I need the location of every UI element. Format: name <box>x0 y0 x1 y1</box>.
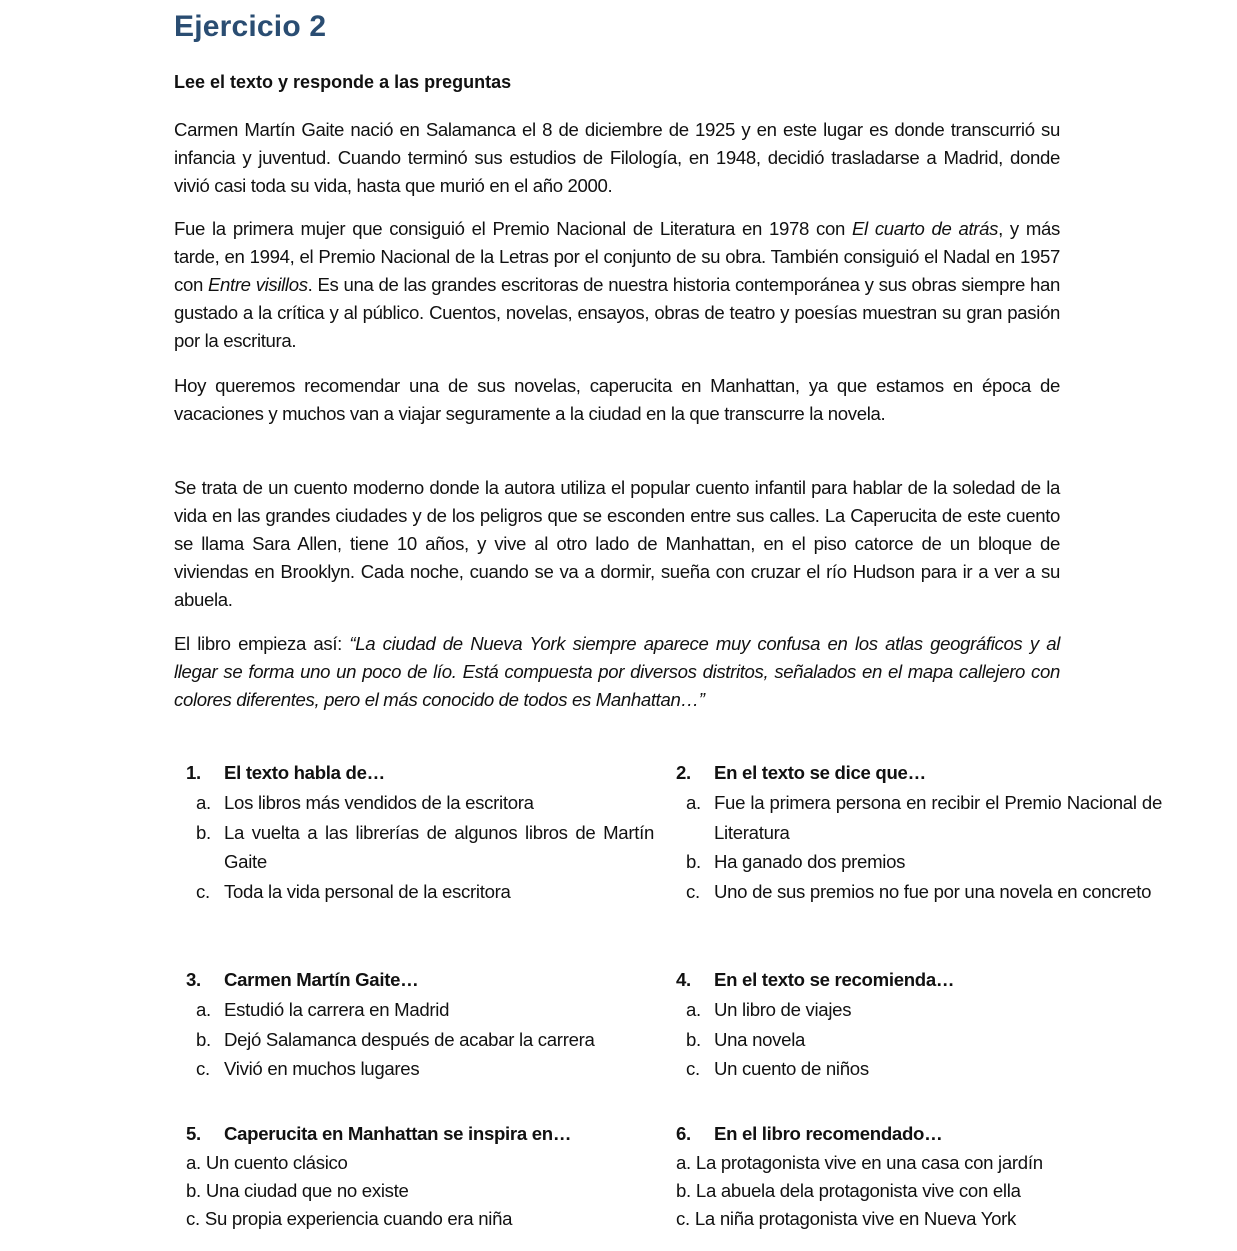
option-letter: b. <box>196 821 211 843</box>
option-text: Fue la primera persona en recibir el Premio Nacional de Literatura <box>714 792 1162 843</box>
answer-option-c[interactable] <box>186 1054 654 1084</box>
option-letter: b. <box>196 1028 211 1050</box>
option-letter: c. <box>186 1208 200 1229</box>
answer-option-a[interactable] <box>186 1149 654 1177</box>
option-letter: c. <box>686 880 700 902</box>
answer-option-a[interactable] <box>676 1149 1162 1177</box>
answer-option-a[interactable] <box>186 995 654 1025</box>
question-4 <box>676 965 1162 1084</box>
option-text: Una novela <box>714 1028 806 1050</box>
option-letter: b. <box>686 851 701 872</box>
answer-option-b[interactable] <box>186 1025 654 1055</box>
option-text: La vuelta a las librerías de algunos libros de Martín Gaite <box>224 821 654 872</box>
answer-option-b[interactable] <box>676 1025 1162 1055</box>
option-text: Uno de sus premios no fue por una novela en concreto <box>714 880 1152 902</box>
question-text: Carmen Martín Gaite… <box>224 969 419 990</box>
option-letter: a. <box>686 999 701 1020</box>
question-prompt <box>676 965 1162 995</box>
option-text: Dejó Salamanca después de acabar la carrera <box>224 1028 595 1050</box>
exercise-title: Ejercicio 2 <box>174 10 327 43</box>
answer-option-a[interactable] <box>186 788 654 818</box>
option-letter: a. <box>196 792 211 813</box>
option-letter: b. <box>686 1028 701 1050</box>
question-1 <box>186 758 654 906</box>
question-6 <box>676 1119 1162 1233</box>
question-number: 6. <box>676 1123 691 1144</box>
book-title-el-cuarto-de-atras: El cuarto de atrás <box>851 218 999 239</box>
answer-option-b[interactable] <box>186 1177 654 1205</box>
option-text: Su propia experiencia cuando era niña <box>204 1208 513 1229</box>
option-text: Una ciudad que no existe <box>205 1180 409 1201</box>
question-number: 5. <box>186 1123 201 1144</box>
option-letter: a. <box>676 1152 691 1173</box>
question-prompt <box>186 758 654 788</box>
book-quote: “La ciudad de Nueva York siempre aparece muy confusa en los atlas geográficos y al llegar se forma uno un poco de lío. Está compuesta por diversos distritos, señalados en el mapa callejero con colores diferentes, pero el más conocido de todos es Manhattan…” <box>174 633 1060 710</box>
paragraph-text: Fue la primera mujer que consiguió el Premio Nacional de Literatura en 1978 con <box>174 218 852 239</box>
option-letter: c. <box>196 1058 210 1079</box>
question-prompt <box>186 1119 654 1149</box>
answer-option-c[interactable] <box>186 1205 654 1233</box>
question-number: 2. <box>676 762 691 783</box>
option-text: Un libro de viajes <box>714 999 852 1020</box>
answer-option-a[interactable] <box>676 788 1162 847</box>
option-text: La abuela dela protagonista vive con ella <box>695 1180 1021 1201</box>
passage-paragraph-1: Carmen Martín Gaite nació en Salamanca el 8 de diciembre de 1925 y en este lugar es donde transcurrió su infancia y juventud. Cuando terminó sus estudios de Filología, en 1948, decidió trasladarse a Madrid, donde vivió casi toda su vida, hasta que murió en el año 2000. <box>174 119 1060 196</box>
question-5 <box>186 1119 654 1233</box>
option-text: La protagonista vive en una casa con jardín <box>695 1152 1043 1173</box>
answer-option-c[interactable] <box>676 1205 1162 1233</box>
question-text: En el libro recomendado… <box>714 1123 943 1144</box>
paragraph-text: , y más tarde, en 1994, el Premio Nacional de la Letras por el conjunto de su obra. También consiguió el Nadal en 1957 con <box>174 218 1060 295</box>
option-text: Un cuento clásico <box>205 1152 348 1173</box>
question-text: En el texto se recomienda… <box>714 969 955 990</box>
question-prompt <box>676 1119 1162 1149</box>
answer-option-b[interactable] <box>676 1177 1162 1205</box>
answer-option-c[interactable] <box>186 877 654 907</box>
question-number: 4. <box>676 969 691 990</box>
answer-option-b[interactable] <box>676 847 1162 877</box>
option-letter: a. <box>186 1152 201 1173</box>
paragraph-text: . Es una de las grandes escritoras de nuestra historia contemporánea y sus obras siempre han gustado a la crítica y al público. Cuentos, novelas, ensayos, obras de teatro y poesías muestran su gran pasión por la escritura. <box>174 274 1061 351</box>
option-letter: c. <box>676 1208 690 1229</box>
option-letter: c. <box>686 1058 700 1079</box>
passage-paragraph-5 <box>174 630 1060 714</box>
passage-paragraph-4: Se trata de un cuento moderno donde la autora utiliza el popular cuento infantil para hablar de la soledad de la vida en las grandes ciudades y de los peligros que se esconden entre sus calles. La Caperucita de este cuento se llama Sara Allen, tiene 10 años, y vive al otro lado de Manhattan, en el piso catorce de un bloque de viviendas en Brooklyn. Cada noche, cuando se va a dormir, sueña con cruzar el río Hudson para ir a ver a su abuela. <box>174 477 1060 610</box>
option-text: Un cuento de niños <box>714 1058 869 1079</box>
option-text: Toda la vida personal de la escritora <box>224 880 511 902</box>
answer-option-a[interactable] <box>676 995 1162 1025</box>
question-2 <box>676 758 1162 906</box>
option-text: Ha ganado dos premios <box>714 851 906 872</box>
answer-option-b[interactable] <box>186 818 654 877</box>
passage-paragraph-2 <box>174 215 1060 355</box>
option-letter: a. <box>686 792 701 813</box>
question-text: En el texto se dice que… <box>714 762 926 783</box>
option-text: Los libros más vendidos de la escritora <box>224 792 534 813</box>
answer-option-c[interactable] <box>676 877 1162 907</box>
quote-intro: El libro empieza así: <box>174 633 350 654</box>
question-text: Caperucita en Manhattan se inspira en… <box>224 1123 572 1144</box>
instruction-heading: Lee el texto y responde a las preguntas <box>174 72 512 92</box>
question-prompt <box>186 965 654 995</box>
passage-paragraph-3: Hoy queremos recomendar una de sus novelas, caperucita en Manhattan, ya que estamos en época de vacaciones y muchos van a viajar seguramente a la ciudad en la que transcurre la novela. <box>174 375 1060 424</box>
question-prompt <box>676 758 1162 788</box>
question-number: 3. <box>186 969 201 990</box>
question-number: 1. <box>186 762 201 783</box>
option-text: Vivió en muchos lugares <box>224 1058 420 1079</box>
question-text: El texto habla de… <box>224 762 385 783</box>
option-letter: c. <box>196 880 210 902</box>
option-letter: b. <box>676 1180 691 1201</box>
option-text: La niña protagonista vive en Nueva York <box>694 1208 1017 1229</box>
answer-option-c[interactable] <box>676 1054 1162 1084</box>
option-text: Estudió la carrera en Madrid <box>224 999 450 1020</box>
question-3 <box>186 965 654 1084</box>
option-letter: a. <box>196 999 211 1020</box>
book-title-entre-visillos: Entre visillos <box>207 274 308 295</box>
option-letter: b. <box>186 1180 201 1201</box>
